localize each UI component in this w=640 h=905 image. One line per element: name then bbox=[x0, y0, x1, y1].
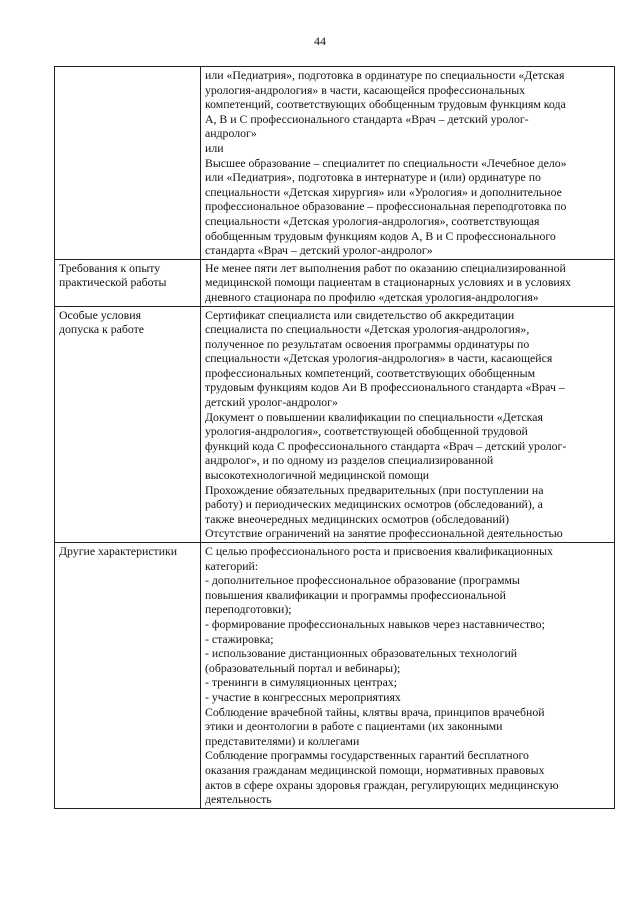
row-content-line: - формирование профессиональных навыков через наставничество; bbox=[205, 616, 545, 631]
row-label-cell bbox=[55, 543, 201, 809]
row-content-line: повышения квалификации и программы профессиональной bbox=[205, 587, 506, 602]
row-content-line: Соблюдение врачебной тайны, клятвы врача, принципов врачебной bbox=[205, 704, 545, 719]
row-content-line: функций кода С профессионального стандарта «Врач – детский уролог- bbox=[205, 438, 567, 453]
row-content-line: Прохождение обязательных предварительных (при поступлении на bbox=[205, 482, 544, 497]
row-content-line: - стажировка; bbox=[205, 631, 274, 646]
row-content-line: специальности «Детская урология-андрология» в части, касающейся bbox=[205, 351, 553, 366]
row-content-line: трудовым функциям кодов Аи В профессионального стандарта «Врач – bbox=[205, 380, 565, 395]
row-label-line: допуска к работе bbox=[59, 322, 145, 337]
row-content-line: специальности «Детская хирургия» или «Урология» и дополнительное bbox=[205, 184, 562, 199]
row-content-line: андролог», и по одному из разделов специализированной bbox=[205, 453, 494, 468]
row-content-line: урология-андрология», соответствующей обобщенной трудовой bbox=[205, 424, 528, 439]
row-content-line: (образовательный портал и вебинары); bbox=[205, 660, 401, 675]
row-content-line: Сертификат специалиста или свидетельство об аккредитации bbox=[205, 307, 515, 322]
row-content-line: или «Педиатрия», подготовка в интернатуре и (или) ординатуре по bbox=[205, 170, 541, 185]
row-content-line: детский уролог-андролог» bbox=[205, 395, 338, 410]
row-content-line: или «Педиатрия», подготовка в ординатуре по специальности «Детская bbox=[205, 68, 565, 82]
table-row bbox=[55, 259, 615, 306]
row-content-line: деятельность bbox=[205, 792, 272, 807]
row-content-cell bbox=[201, 306, 615, 543]
table-row bbox=[55, 306, 615, 543]
row-content-line: специалиста по специальности «Детская урология-андрология», bbox=[205, 322, 530, 337]
row-content-line: высокотехнологичной медицинской помощи bbox=[205, 468, 430, 483]
row-content-line: работу) и периодических медицинских осмотров (обследований), а bbox=[205, 497, 543, 512]
row-content-line: компетенций, соответствующих обобщенным трудовым функциям кода bbox=[205, 97, 566, 112]
table-row bbox=[55, 543, 615, 809]
row-content-line: также внеочередных медицинских осмотров (обследований) bbox=[205, 511, 510, 526]
row-content-line: оказания гражданам медицинской помощи, нормативных правовых bbox=[205, 762, 545, 777]
row-label-cell bbox=[55, 259, 201, 306]
row-content-line: - дополнительное профессиональное образование (программы bbox=[205, 573, 520, 588]
row-content-line: Соблюдение программы государственных гарантий бесплатного bbox=[205, 748, 529, 763]
row-content-line: - использование дистанционных образовательных технологий bbox=[205, 646, 518, 661]
row-content-line: Отсутствие ограничений на занятие профессиональной деятельностью bbox=[205, 526, 563, 541]
row-label-line: Требования к опыту bbox=[59, 260, 161, 275]
row-content-line: актов в сфере охраны здоровья граждан, регулирующих медицинскую bbox=[205, 777, 559, 792]
row-content-line: переподготовки); bbox=[205, 602, 292, 617]
row-content-line: Не менее пяти лет выполнения работ по оказанию специализированной bbox=[205, 260, 566, 275]
row-content-line: Высшее образование – специалитет по специальности «Лечебное дело» bbox=[205, 155, 567, 170]
row-content-line: урология-андрология» в части, касающейся профессиональных bbox=[205, 82, 526, 97]
row-content-line: - тренинги в симуляционных центрах; bbox=[205, 675, 397, 690]
row-content-line: профессиональное образование – профессиональная переподготовка по bbox=[205, 199, 567, 214]
row-content-line: или bbox=[205, 140, 224, 155]
requirements-table-body bbox=[55, 67, 615, 809]
row-content-line: Документ о повышении квалификации по специальности «Детская bbox=[205, 409, 543, 424]
row-content-cell bbox=[201, 67, 615, 260]
requirements-table bbox=[54, 66, 615, 809]
row-label-line: Особые условия bbox=[59, 307, 141, 322]
row-content-line: дневного стационара по профилю «детская урология-андрология» bbox=[205, 289, 539, 304]
row-content-line: полученное по результатам освоения программы ординатуры по bbox=[205, 336, 530, 351]
row-label-line: Другие характеристики bbox=[59, 544, 178, 558]
row-content-cell bbox=[201, 543, 615, 809]
row-content-line: - участие в конгрессных мероприятиях bbox=[205, 689, 401, 704]
page-number: 44 bbox=[314, 34, 326, 48]
row-label-cell bbox=[55, 67, 201, 260]
table-row bbox=[55, 67, 615, 260]
row-content-line: категорий: bbox=[205, 558, 259, 573]
row-content-line: представителями) и коллегами bbox=[205, 733, 360, 748]
row-content-line: медицинской помощи пациентам в стационарных условиях и в условиях bbox=[205, 275, 572, 290]
row-content-line: С целью профессионального роста и присвоения квалификационных bbox=[205, 544, 553, 558]
row-content-line: этики и деонтологии в работе с пациентами (их законными bbox=[205, 719, 503, 734]
row-content-line: специальности «Детская урология-андрология», соответствующая bbox=[205, 213, 540, 228]
row-content-line: андролог» bbox=[205, 126, 257, 141]
row-content-line: профессиональных компетенций, соответствующих обобщенным bbox=[205, 365, 536, 380]
row-label-line: практической работы bbox=[59, 275, 167, 290]
row-content-line: А, В и С профессионального стандарта «Врач – детский уролог- bbox=[205, 111, 529, 126]
row-label-cell bbox=[55, 306, 201, 543]
row-content-cell bbox=[201, 259, 615, 306]
row-content-line: стандарта «Врач – детский уролог-андролог» bbox=[205, 243, 433, 258]
row-content-line: обобщенным трудовым функциям кодов А, В и С профессионального bbox=[205, 228, 556, 243]
